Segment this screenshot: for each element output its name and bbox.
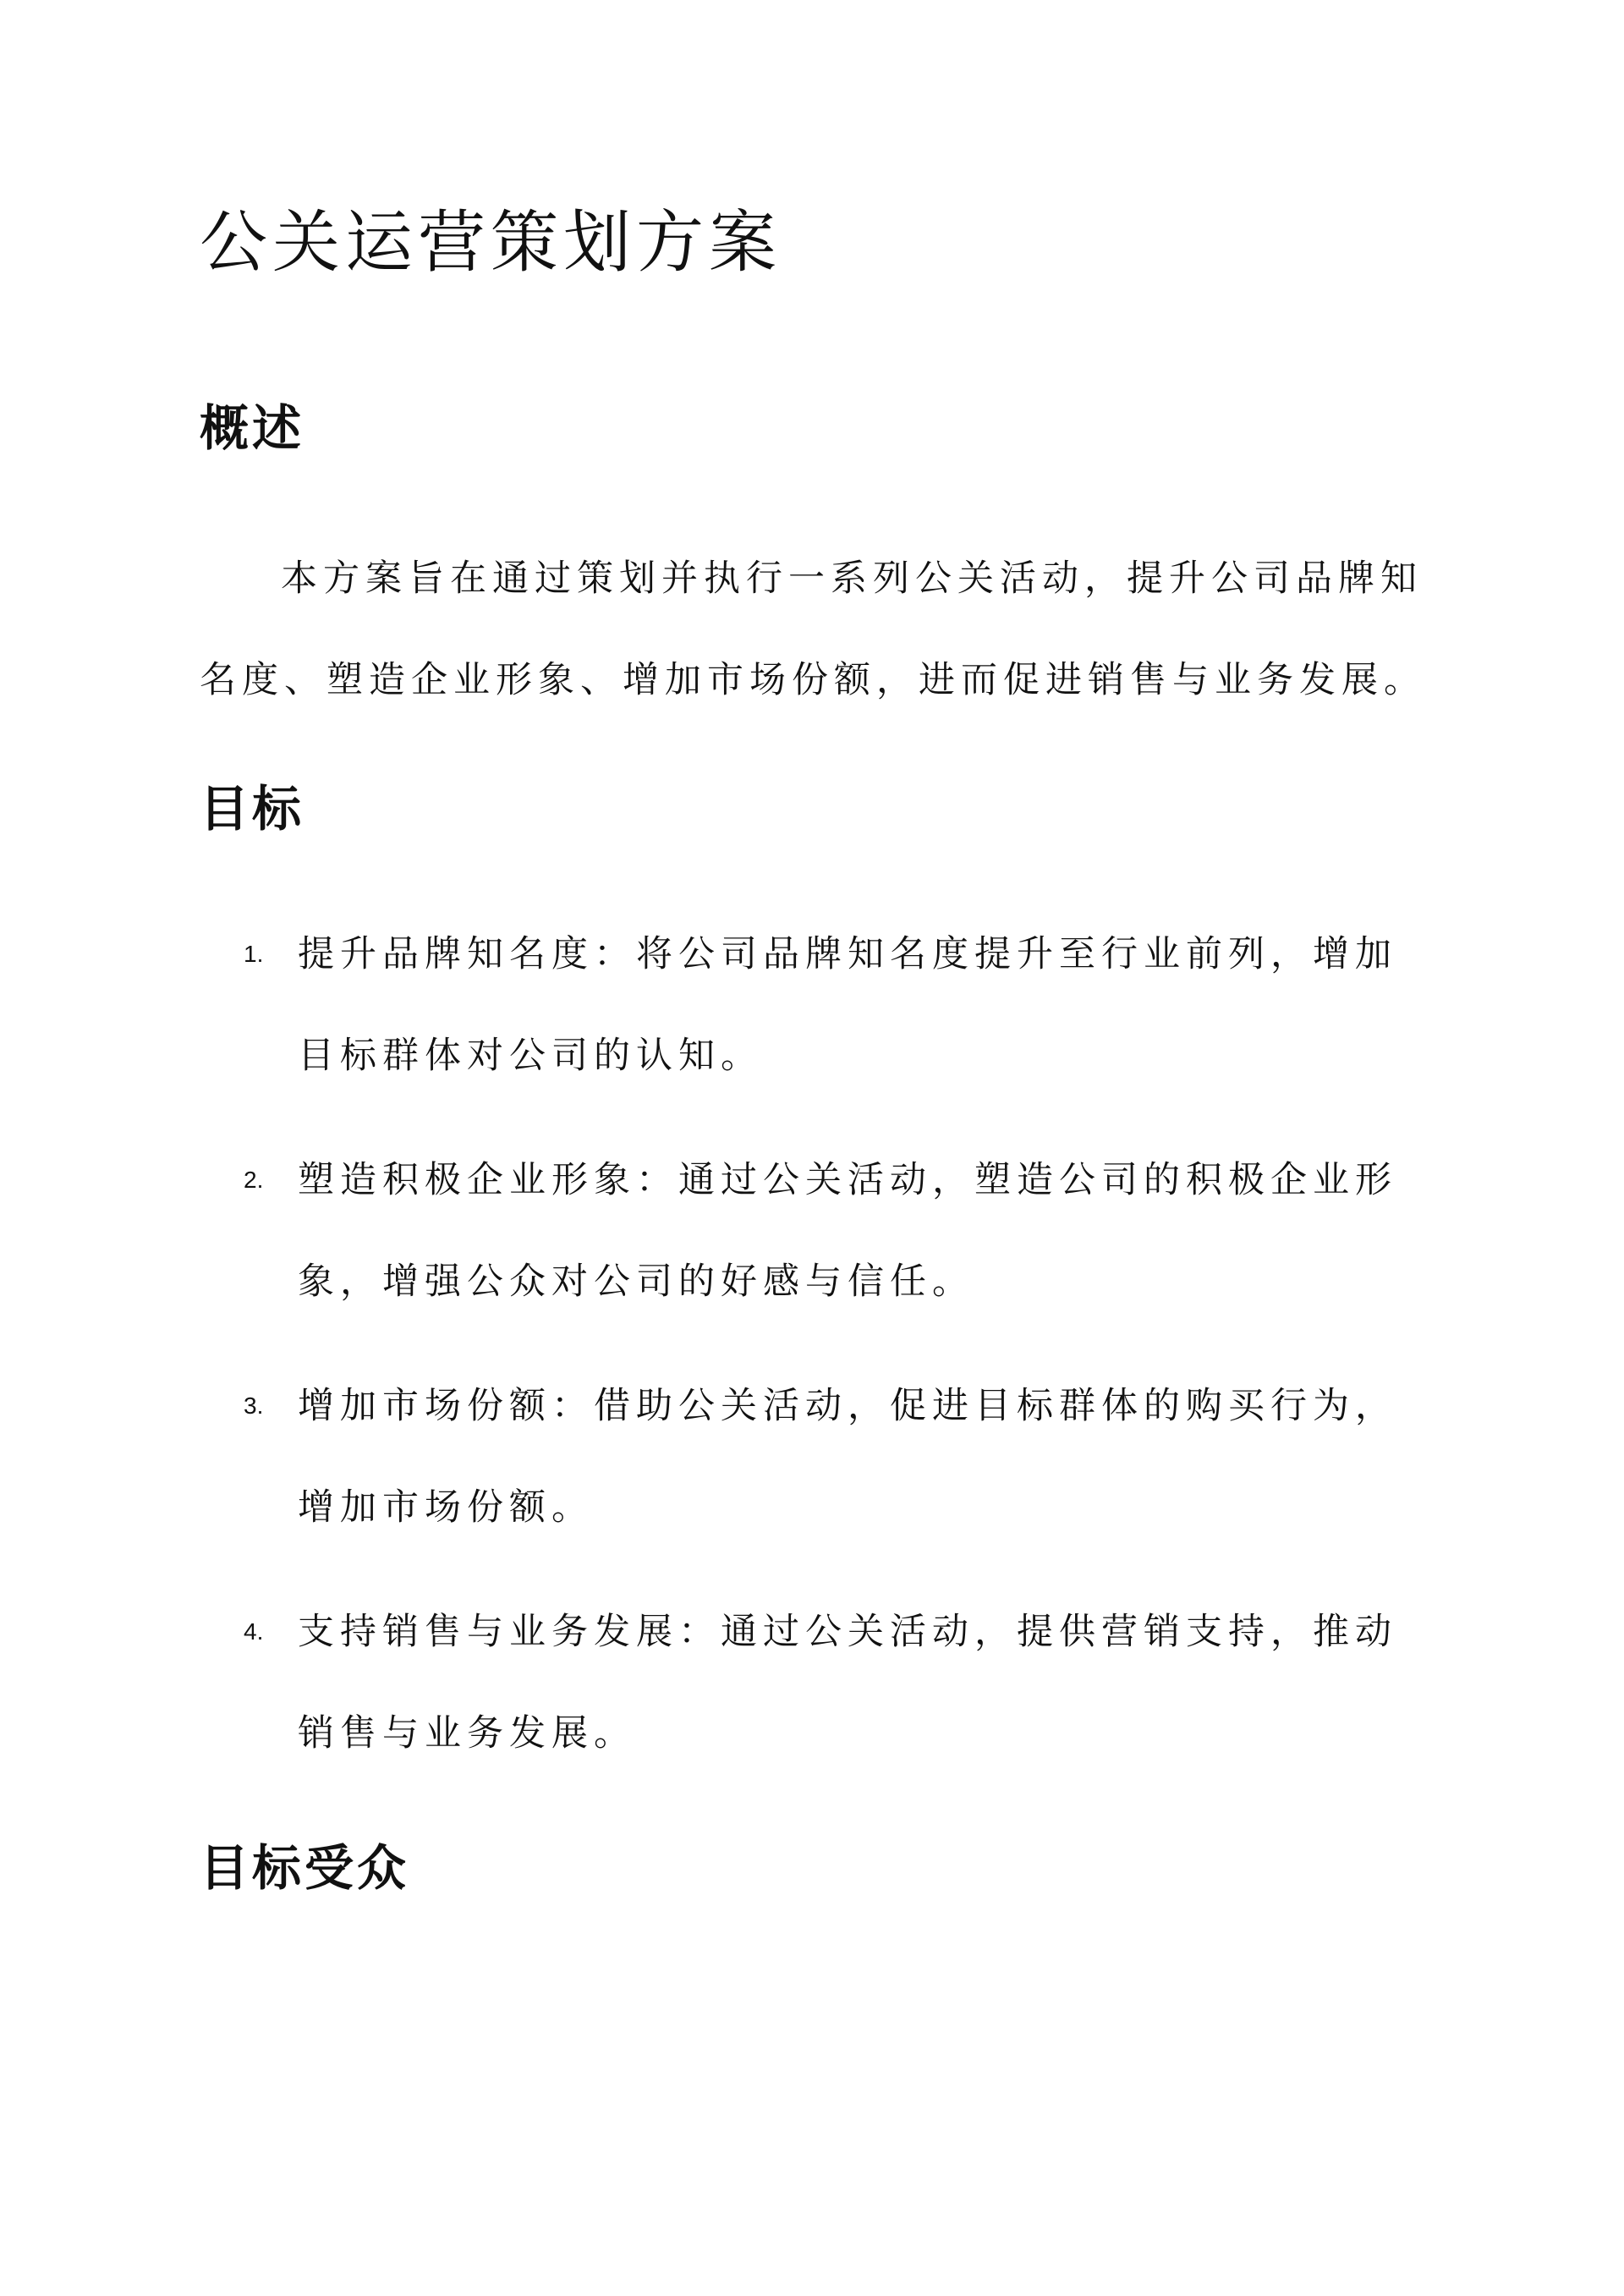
goal-text: 支持销售与业务发展：通过公关活动，提供营销支持，推动销售与业务发展。 (298, 1611, 1397, 1755)
goal-text: 增加市场份额：借助公关活动，促进目标群体的购买行为，增加市场份额。 (298, 1385, 1397, 1529)
goal-item (200, 1129, 1443, 1332)
goal-number: 1. (244, 941, 264, 967)
goal-item (200, 1581, 1443, 1784)
section-heading-goals: 目标 (200, 780, 305, 838)
goals-list (200, 904, 1443, 1807)
goal-number: 2. (244, 1167, 264, 1193)
document-title: 公关运营策划方案 (200, 203, 782, 282)
goal-text: 提升品牌知名度：将公司品牌知名度提升至行业前列，增加目标群体对公司的认知。 (298, 933, 1397, 1077)
goal-number: 3. (244, 1392, 264, 1419)
goal-item (200, 904, 1443, 1107)
section-heading-audience: 目标受众 (200, 1839, 410, 1897)
overview-paragraph: 本方案旨在通过策划并执行一系列公关活动，提升公司品牌知名度、塑造企业形象、增加市场份额，进而促进销售与业务发展。 (200, 558, 1426, 701)
goal-text: 塑造积极企业形象：通过公关活动，塑造公司的积极企业形象，增强公众对公司的好感与信任。 (298, 1159, 1397, 1303)
goal-number: 4. (244, 1618, 264, 1645)
goal-item (200, 1355, 1443, 1558)
section-heading-overview: 概述 (200, 399, 305, 457)
